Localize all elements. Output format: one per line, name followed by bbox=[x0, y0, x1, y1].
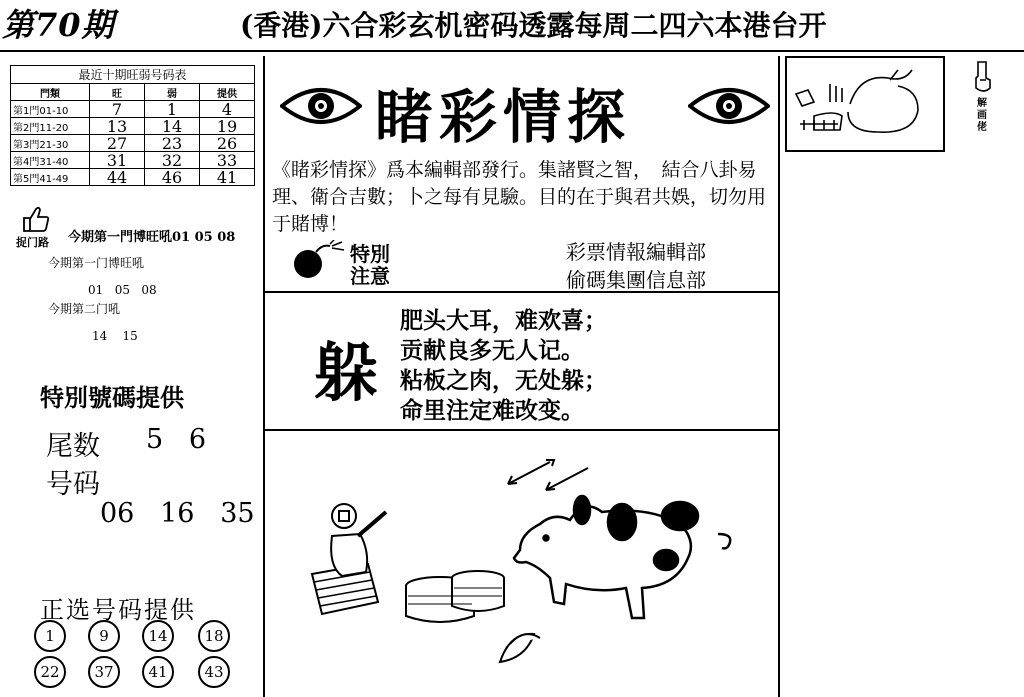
leaf-icon bbox=[500, 634, 540, 662]
center-column-border bbox=[778, 56, 780, 697]
table-header: 提供 bbox=[200, 84, 255, 101]
tip-line-1: 今期第一門博旺吼01 05 08 bbox=[68, 230, 236, 245]
headline: (香港)六合彩玄机密码透露每周二四六本港台开 bbox=[240, 9, 827, 42]
pig-icon bbox=[514, 496, 730, 618]
table-caption: 最近十期旺弱号码表 bbox=[11, 66, 255, 84]
cell-wang: 13 bbox=[90, 118, 145, 135]
cell-ruo: 46 bbox=[145, 169, 200, 186]
dept-2: 偷碼集團信息部 bbox=[566, 268, 706, 292]
table-row bbox=[11, 135, 255, 152]
row-label: 第2門11-20 bbox=[11, 118, 90, 135]
description: 《睹彩情探》爲本編輯部發行。集諸賢之智， 結合八卦易理、衛合吉數；卜之每有見驗。目的在于與君共娛，切勿用于賭博！ bbox=[272, 159, 767, 235]
code-values: 06 16 35 bbox=[100, 498, 255, 529]
cell-wang: 44 bbox=[90, 169, 145, 186]
cell-ruo: 23 bbox=[145, 135, 200, 152]
side-label: 解画佬 bbox=[977, 98, 987, 133]
main-title: 睹彩情探 bbox=[375, 83, 632, 151]
cell-tigong: 4 bbox=[200, 101, 255, 118]
eye-icon bbox=[280, 82, 362, 130]
riddle-line: 粘板之肉，无处躲； bbox=[400, 367, 607, 394]
row-label: 第4門31-40 bbox=[11, 152, 90, 169]
table-row bbox=[11, 101, 255, 118]
row-label: 第3門21-30 bbox=[11, 135, 90, 152]
dept-1: 彩票情報編輯部 bbox=[566, 240, 706, 264]
riddle-line: 命里注定难改变。 bbox=[400, 397, 584, 424]
number-ball: 22 bbox=[34, 656, 66, 688]
number-ball: 14 bbox=[142, 620, 174, 652]
tail-values: 5 6 bbox=[146, 424, 207, 455]
cell-wang: 31 bbox=[90, 152, 145, 169]
number-ball: 9 bbox=[88, 620, 120, 652]
number-ball: 43 bbox=[198, 656, 230, 688]
cell-wang: 27 bbox=[90, 135, 145, 152]
tip-line-3: 今期第二门吼 bbox=[48, 302, 121, 316]
row-label: 第1門01-10 bbox=[11, 101, 90, 118]
pointing-hand-icon bbox=[972, 60, 992, 94]
number-ball: 37 bbox=[88, 656, 120, 688]
riddle-line: 肥头大耳，难欢喜； bbox=[400, 307, 607, 334]
hand-label: 捉门路 bbox=[16, 236, 49, 249]
eye-icon bbox=[688, 82, 770, 130]
cell-ruo: 1 bbox=[145, 101, 200, 118]
number-ball: 41 bbox=[142, 656, 174, 688]
table-header: 門類 bbox=[11, 84, 90, 101]
arrow-icon bbox=[508, 460, 588, 490]
number-ball: 18 bbox=[198, 620, 230, 652]
row-label: 第5門41-49 bbox=[11, 169, 90, 186]
table-row bbox=[11, 118, 255, 135]
riddle-illustration bbox=[270, 440, 770, 692]
tip-line-2: 今期第一门博旺吼 bbox=[48, 256, 145, 270]
page-rule-top bbox=[0, 50, 1024, 52]
chopping-block-icon bbox=[312, 504, 386, 614]
tip-numbers-2: 14 15 bbox=[92, 329, 138, 343]
table-header: 旺 bbox=[90, 84, 145, 101]
tail-label: 尾数 bbox=[46, 431, 100, 462]
cell-wang: 7 bbox=[90, 101, 145, 118]
special-title: 特別號碼提供 bbox=[40, 384, 184, 412]
cell-ruo: 14 bbox=[145, 118, 200, 135]
table-row bbox=[11, 152, 255, 169]
bomb-icon bbox=[290, 240, 350, 280]
left-column-border bbox=[263, 56, 265, 697]
side-illustration bbox=[790, 64, 922, 144]
table-header: 弱 bbox=[145, 84, 200, 101]
table-row bbox=[11, 169, 255, 186]
issue-number: 第70期 bbox=[2, 6, 115, 44]
riddle-line: 贡献良多无人记。 bbox=[400, 337, 584, 364]
stats-table bbox=[10, 65, 255, 186]
number-ball: 1 bbox=[34, 620, 66, 652]
basket-icon bbox=[406, 571, 504, 622]
thumbs-up-icon bbox=[20, 205, 50, 233]
cell-ruo: 32 bbox=[145, 152, 200, 169]
riddle-key-char: 躲 bbox=[314, 336, 378, 411]
notice-line-1: 特別 bbox=[350, 242, 390, 266]
notice-line-2: 注意 bbox=[350, 264, 390, 288]
cell-tigong: 19 bbox=[200, 118, 255, 135]
divider-2 bbox=[265, 429, 778, 431]
selection-title: 正选号码提供 bbox=[40, 596, 196, 624]
cell-tigong: 41 bbox=[200, 169, 255, 186]
cell-tigong: 33 bbox=[200, 152, 255, 169]
cell-tigong: 26 bbox=[200, 135, 255, 152]
code-label: 号码 bbox=[46, 469, 100, 500]
tip-numbers-1: 01 05 08 bbox=[88, 283, 157, 297]
